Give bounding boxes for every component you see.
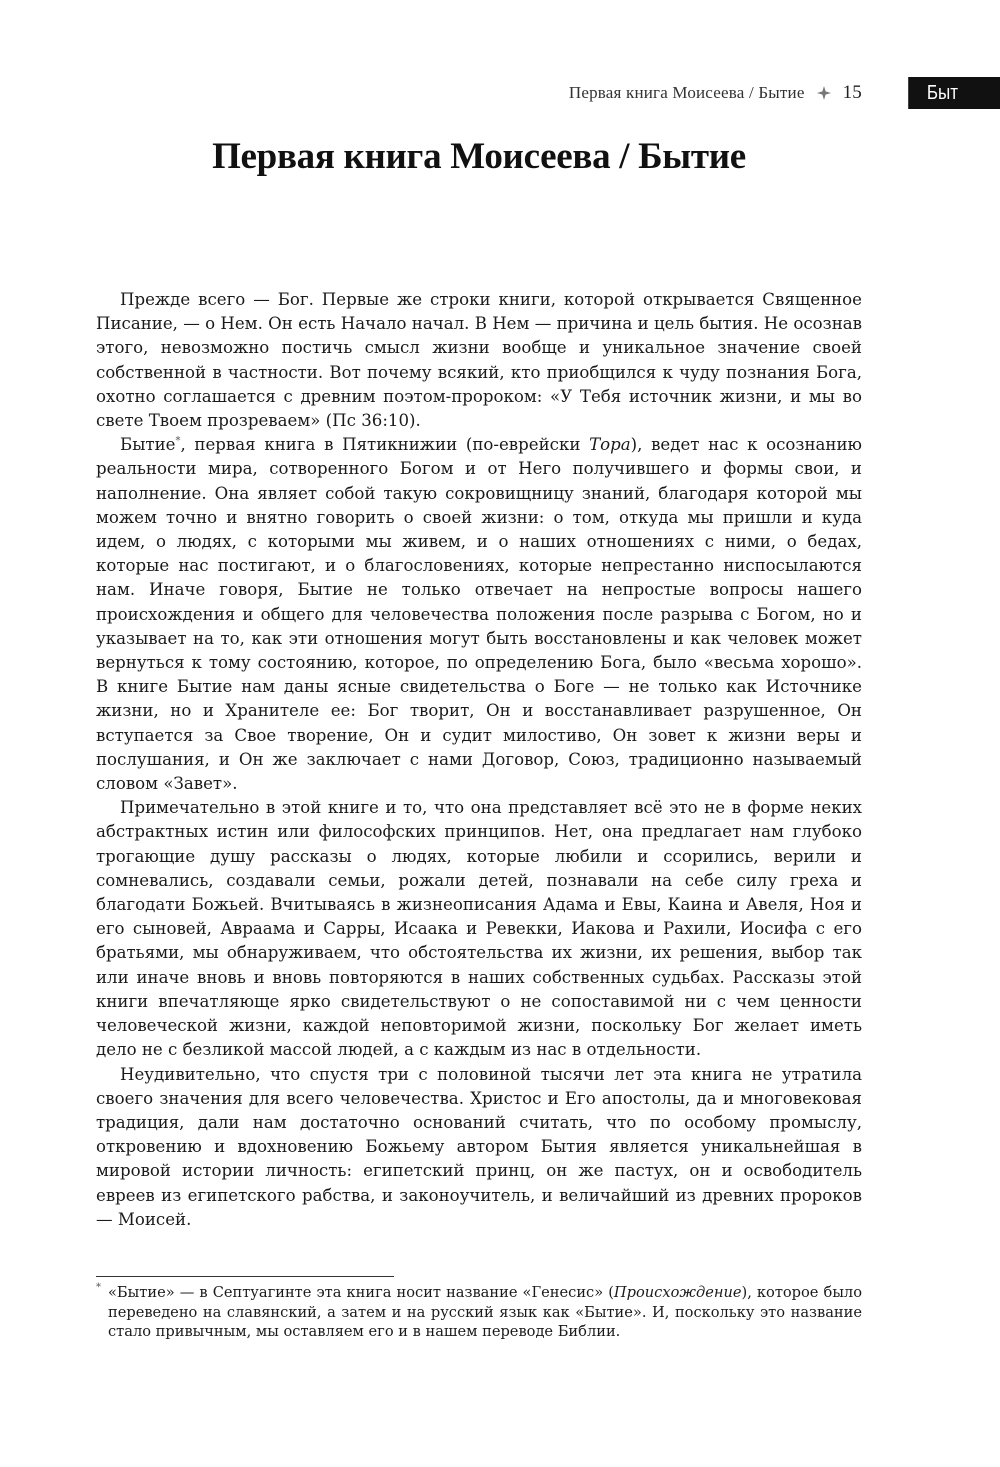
- footnote-mark: *: [96, 1282, 101, 1293]
- book-tab: [908, 77, 1000, 109]
- footnote-italic: Происхождение: [613, 1284, 742, 1301]
- paragraph-1: Прежде всего — Бог. Первые же строки книги, которой открывается Священное Писание, — о Нем. Он есть Начало начал. В Нем — причина и цель бытия. Не осознав этого, невозможно постичь смысл жизни вообще и уникальное значение своей собственной в частности. Вот почему всякий, кто приобщился к чуду познания Бога, охотно соглашается с древним поэтом-пророком: «У Тебя источник жизни, и мы во свете Твоем прозреваем» (Пс 36:10).: [96, 290, 862, 431]
- book-tab-label: Быт: [926, 81, 959, 104]
- paragraph-2-rest: ), ведет нас к осознанию реальности мира, сотворенного Богом и от Него получившего и формы свои, и наполнение. Она являет собой такую сокровищницу знаний, благодаря которой мы можем точно и внятно говорить о своей жизни: о том, откуда мы пришли и куда идем, о людях, с которыми мы живем, и о наших отношениях с ними, о бедах, которые нас постигают, и о благословениях, которые непрестанно ниспосылаются нам. Иначе говоря, Бытие не только отвечает на непростые вопросы нашего происхождения и общего для человечества положения после разрыва с Богом, но и указывает на то, как эти отношения могут быть восстановлены и как человек может вернуться к тому состоянию, которое, по определению Бога, было «весьма хорошо». В книге Бытие нам даны ясные свидетельства о Боге — не только как Источнике жизни, но и Хранителе ее: Бог творит, Он и восстанавливает разрушенное, Он вступается за Свое творение, Он и судит милостиво, Он зовет к жизни веры и послушания, и Он же заключает с нами Договор, Союз, традиционно называемый словом «Завет».: [96, 435, 862, 794]
- running-header: [569, 78, 862, 108]
- footnote-text-start: «Бытие» — в Септуагинте эта книга носит название «Генесис» (: [108, 1284, 614, 1301]
- paragraph-3: Примечательно в этой книге и то, что она представляет всё это не в форме неких абстрактных истин или философских принципов. Нет, она предлагает нам глубоко трогающие душу рассказы о людях, которые любили и ссорились, верили и сомневались, создавали семьи, рожали детей, познавали на себе силу греха и благодати Божьей. Вчитываясь в жизнеописания Адама и Евы, Каина и Авеля, Ноя и его сыновей, Авраама и Сарры, Исаака и Ревекки, Иакова и Рахили, Иосифа с его братьями, мы обнаруживаем, что обстоятельства их жизни, их решения, выбор так или иначе вновь и вновь повторяются в наших собственных судьбах. Рассказы этой книги впечатляюще ярко свидетельствуют о не сопоставимой ни с чем ценности человеческой жизни, каждой неповторимой жизни, поскольку Бог желает иметь дело не с безликой массой людей, а с каждым из нас в отдельности.: [96, 798, 862, 1060]
- paragraph-2-start: Бытие: [120, 435, 176, 455]
- star-ornament-icon: [817, 86, 831, 100]
- footnote-text: [96, 1283, 862, 1342]
- page-title: Первая книга Моисеева / Бытие: [212, 136, 746, 177]
- footnote-reference[interactable]: *: [175, 435, 181, 447]
- footnote: [96, 1283, 862, 1342]
- footnote-text-rest: ), которое было переведено на славянский, а затем и на русский язык как «Бытие». И, поскольку это название стало привычным, мы оставляем его и в нашем переводе Библии.: [108, 1284, 862, 1340]
- paragraph-4: Неудивительно, что спустя три с половиной тысячи лет эта книга не утратила своего значения для всего человечества. Христос и Его апостолы, да и многовековая традиция, дали нам достаточно оснований считать, что по особому промыслу, откровению и вдохновению Божьему автором Бытия является уникальнейшая в мировой истории личность: египетский принц, он же пастух, он и освободитель евреев из египетского рабства, и законоучитель, и величайший из древних пророков — Моисей.: [96, 1064, 862, 1229]
- paragraph-2: [96, 433, 862, 796]
- paragraph-2-mid: , первая книга в Пятикнижии (по-еврейски: [180, 435, 590, 455]
- running-title: Первая книга Моисеева / Бытие: [568, 83, 805, 102]
- paragraph-2-italic: Тора: [589, 435, 631, 455]
- page-number: 15: [842, 82, 862, 103]
- footnote-divider: [96, 1276, 394, 1277]
- body-text: [96, 288, 862, 1232]
